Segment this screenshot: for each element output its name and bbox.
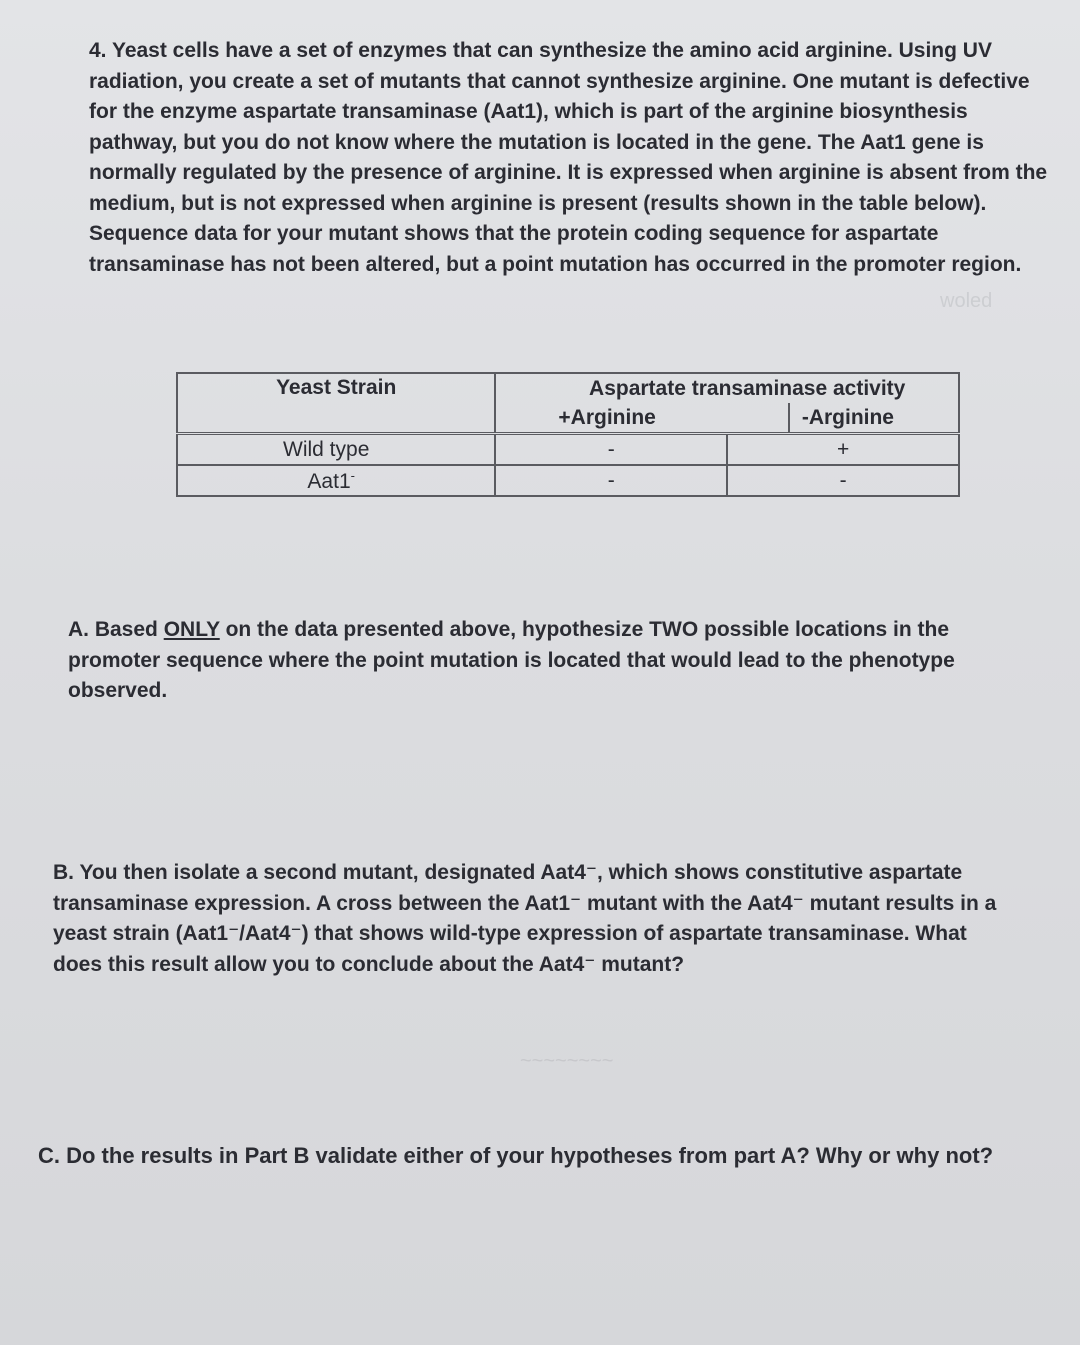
row-strain: Wild type [177,434,495,466]
header-activity-title: Aspartate transaminase activity [589,377,906,400]
question-4-line: for the enzyme aspartate transaminase (Aat1), which is part of the arginine biosynthesis [89,100,968,123]
row-strain: Aat1- [177,465,495,496]
part-b-line: transaminase expression. A cross between the Aat1⁻ mutant with the Aat4⁻ mutant results in a [53,891,997,915]
question-4-line: transaminase has not been altered, but a point mutation has occurred in the promoter region. [89,252,1022,276]
question-4-line: Sequence data for your mutant shows that the protein coding sequence for aspartate [89,222,939,245]
part-a-line-1: A. Based ONLY on the data presented above, hypothesize TWO possible locations in the [68,618,950,641]
part-b [53,858,996,980]
part-b-line: B. You then isolate a second mutant, designated Aat4⁻, which shows constitutive aspartate [53,861,963,884]
emphasis-two: TWO [649,618,699,641]
bleed-through: woled [940,290,993,312]
part-b-line: does this result allow you to conclude about the Aat4⁻ mutant? [53,952,685,976]
row-plus-value: - [495,465,727,496]
part-c [38,1141,993,1172]
row-minus-value: - [727,465,959,496]
question-4-line: normally regulated by the presence of arginine. It is expressed when arginine is absent from the [89,161,1048,184]
header-plus-arginine: +Arginine [496,403,790,432]
part-a [68,615,955,707]
header-minus-arginine: -Arginine [801,406,894,429]
part-b-line: yeast strain (Aat1⁻/Aat4⁻) that shows wild-type expression of aspartate transaminase. What [53,922,967,945]
results-table [176,372,960,497]
emphasis-only: ONLY [163,618,220,641]
question-4-line: radiation, you create a set of mutants that cannot synthesize arginine. One mutant is defective [89,69,1030,93]
question-4-line: medium, but is not expressed when arginine is present (results shown in the table below). [89,191,987,215]
row-plus-value: - [495,434,727,466]
table-row [177,465,959,496]
table-row [177,434,959,466]
question-4-line: pathway, but you do not know where the mutation is located in the gene. The Aat1 gene is [89,130,984,154]
header-activity [495,373,959,434]
part-a-line-3: observed. [68,679,168,702]
bleed-through: ~~~~~~~~ [520,1050,614,1072]
row-minus-value: + [727,434,959,466]
part-c-line: C. Do the results in Part B validate either of your hypotheses from part A? Why or why not? [38,1143,994,1168]
header-yeast-strain: Yeast Strain [177,373,495,434]
question-4-line: 4. Yeast cells have a set of enzymes that can synthesize the amino acid arginine. Using UV [89,39,992,62]
part-a-line-2: promoter sequence where the point mutation is located that would lead to the phenotype [68,648,955,672]
question-4 [89,36,1047,280]
